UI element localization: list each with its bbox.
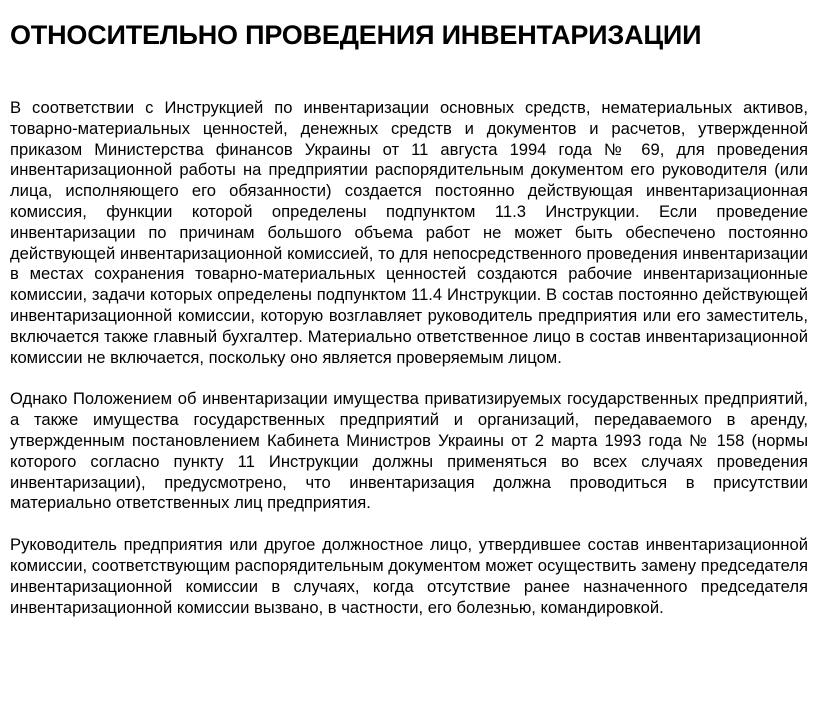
document-title: ОТНОСИТЕЛЬНО ПРОВЕДЕНИЯ ИНВЕНТАРИЗАЦИИ [10,20,702,50]
paragraph-inventory-commission: В соответствии с Инструкцией по инвентаризации основных средств, нематериальных активов, товарно-материальных ценностей, денежных средств и документов и расчетов, утвержденной приказом Министерства финансов Украины от 11 августа 1994 года № 69, для проведения инвентаризационной работы на предприятии распорядительным документом его руководителя (или лица, исполняющего его обязанности) создается постоянно действующая инвентаризационная комиссия, функции которой определены подпунктом 11.3 Инструкции. Если проведение инвентаризации по причинам большого объема работ не может быть обеспечено постоянно действующей инвентаризационной комиссией, то для непосредственного проведения инвентаризации в местах сохранения товарно-материальных ценностей создаются рабочие инвентаризационные комиссии, задачи которых определены подпунктом 11.4 Инструкции. В состав постоянно действующей инвентаризационной комиссии, которую возглавляет руководитель предприятия или его заместитель, включается также главный бухгалтер. Материально ответственное лицо в состав инвентаризационной комиссии не включается, поскольку оно является проверяемым лицом. [10,98,808,367]
paragraph-chairman-replacement: Руководитель предприятия или другое должностное лицо, утвердившее состав инвентаризационной комиссии, соответствующим распорядительным документом может осуществить замену председателя инвентаризационной комиссии в случаях, когда отсутствие ранее назначенного председателя инвентаризационной комиссии вызвано, в частности, его болезнью, командировкой. [10,535,808,617]
paragraph-privatization-regulation: Однако Положением об инвентаризации имущества приватизируемых государственных предприятий, а также имущества государственных предприятий и организаций, передаваемого в аренду, утвержденным постановлением Кабинета Министров Украины от 2 марта 1993 года № 158 (нормы которого согласно пункту 11 Инструкции должны применяться во всех случаях проведения инвентаризации), предусмотрено, что инвентаризация должна проводиться в присутствии материально ответственных лиц предприятия. [10,389,808,513]
